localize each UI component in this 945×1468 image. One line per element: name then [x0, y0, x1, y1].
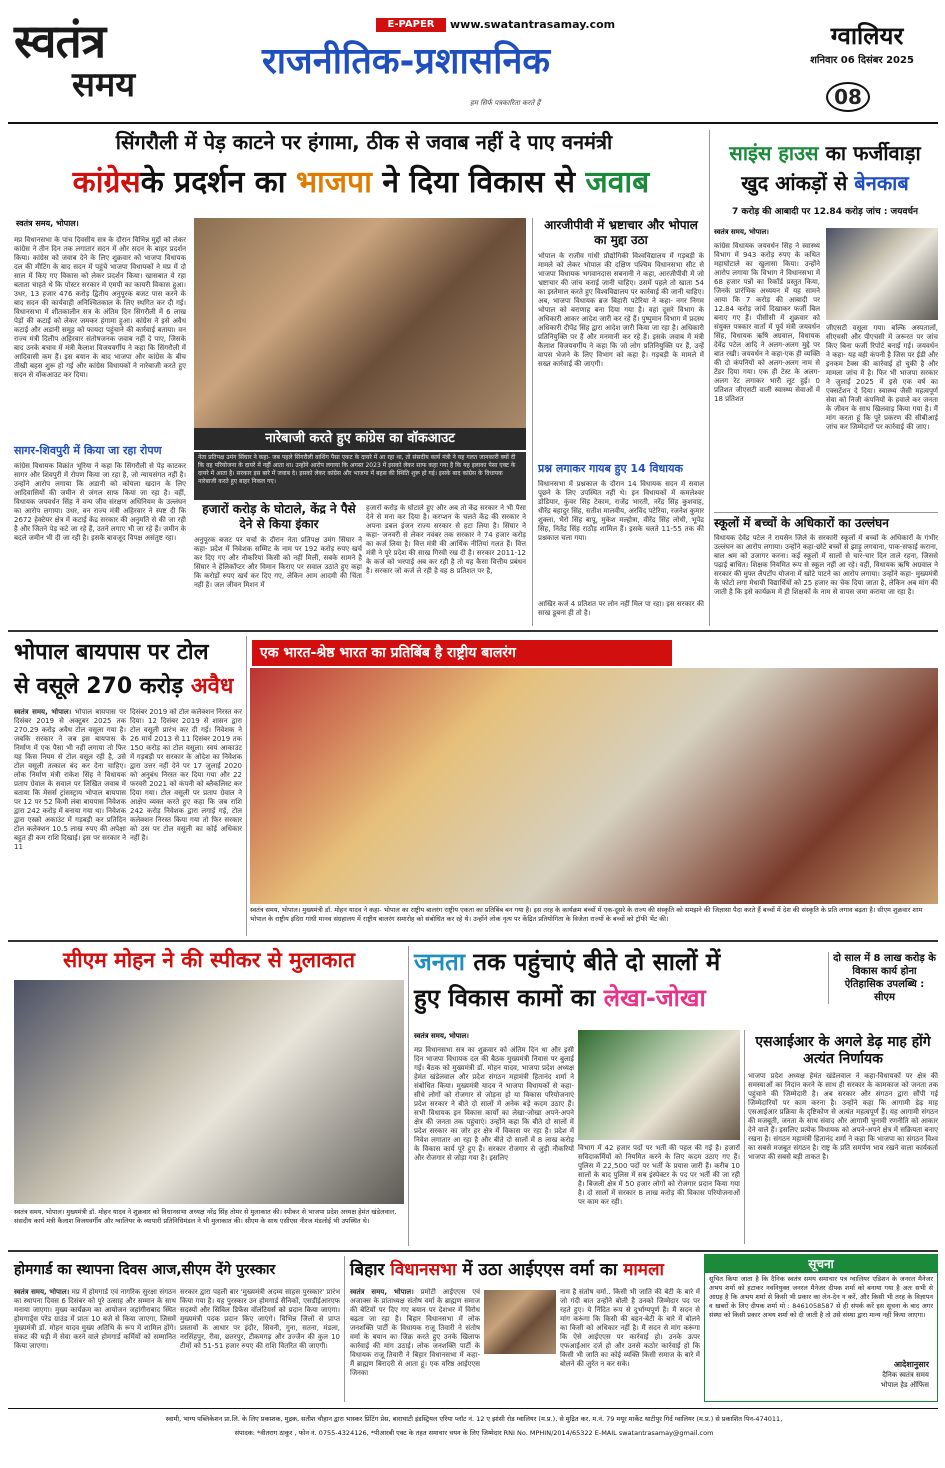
- column-divider: [744, 1030, 745, 1244]
- headline-word-janata: जनता: [414, 948, 466, 976]
- science-house-deck: 7 करोड़ की आबादी पर 12.84 करोड़ जांच : जयवर्धन: [732, 207, 918, 217]
- headline-segment: खुद आंकड़ों से: [741, 171, 848, 195]
- page-number: 08: [826, 82, 870, 112]
- rgpv-body-2: विधानसभा में प्रश्नकाल के दौरान 14 विधायक सदन में सवाल पूछने के लिए उपस्थित नहीं थे। इन विधायकों में कमलेश्वर डोडियार, कुंवर सिंह टेकाम, राजेंद्र भारती, नरेंद्र सिंह कुशवाह, धीरेंद्र बहादुर सिंह, सतीश मालवीय, अरविंद पटेरिया, रजनेश कुमार शुक्ला, भैरो सिंह बापू, मुकेश मल्होत्रा, वीरेंद्र सिंह लोधी, भूपेंद्र सिंह, नितेंद्र सिंह राठौड़ शामिल हैं। इसके चलते 11-55 तक की प्रश्नकाल चला गया।: [538, 480, 704, 542]
- headline-segment: [14, 670, 242, 704]
- schools-body: विधायक देवेंद्र पटेल ने रायसेन जिले के सरकारी स्कूलों में बच्चों के अधिकारों के गंभीर उल्लंघन का आरोप लगाया। उन्होंने कहा-छोटे बच्चों से झाड़ू लगवाना, पाक-सफाई कराना, बाल श्रम को उजागर करना। कई स्कूलों में सालों से चार-चार दिन ताले रहना, जिससे पढ़ाई बाधित। शिक्षक नियमित रूप से स्कूल नहीं आ रहे। वहीं, विधायक ऋषि अग्रवाल ने सरकार की मुफ्त लैपटॉप योजना में खोटे पाटने का आरोप लगाया। उन्होंने कहा- मुख्यमंत्री के फोटो लगा मेधावी विद्यार्थियों को 25 हजार का चेक दिया जाता है, लेकिन अब मांग की जाती है कि इसे कार्यक्रम में ही शिक्षकों के नाम से वापस जमा कराया जा रहा है।: [714, 534, 938, 596]
- headline-word-assembly: विधानसभा: [390, 1260, 457, 1280]
- column-divider: [709, 130, 710, 626]
- toll-body-col1: [14, 708, 126, 936]
- scam-body-col1: अनुपूरक बजट पर चर्चा के दौरान नेता प्रतिपक्ष उमंग सिंघार ने कहा- प्रदेश में निवेशक सम्मिट के नाम पर 192 करोड़ रुपए खर्च कर दिए गए और नौकरियां किसी को नहीं मिलीं, सबके सामने है सिंघार ने हेलिकॉप्टर और विमान किराए पर सवाल उठाते हुए कहा कि करोड़ों रुपए खर्च कर दिए गए, लेकिन आम आदमी की चिंता नहीं है। जल जीवन मिशन में: [194, 536, 362, 589]
- headline-segment: में उठा आईएएस वर्मा का: [462, 1260, 618, 1280]
- tagline: हम सिर्फ पत्रकारिता करते हैं: [470, 99, 541, 107]
- bihar-text: प्रमोटी आईएएस एवं अजाक्स के प्रांताध्यक्ष संतोष वर्मा के ब्राह्मण समाज की बेटियों पर दिए गए बयान पर देशभर में विरोध बढ़ता जा रहा है। बिहार विधानसभा में लोक जनशक्ति पार्टी के विधायक राजू तिवारी ने संतोष वर्मा के बयान का जिक्र करते हुए उनके खिलाफ कार्रवाई की मांग उठाई। लोक जनशक्ति पार्टी के विधायक राजू तिवारी ने बिहार विधानसभा में कहा- मैं ब्राह्मण बिरादरी से आता हूं। एक वरिष्ठ आईएएस जिनका: [350, 1288, 480, 1377]
- homeguard-headline: होमगार्ड का स्थापना दिवस आज,सीएम देंगे पुरस्कार: [14, 1262, 276, 1278]
- logo-line2: समय: [72, 65, 136, 105]
- headline-word-congress: कांग्रेस: [72, 165, 141, 200]
- cm-speaker-headline: सीएम मोहन ने की स्पीकर से मुलाकात: [63, 948, 355, 972]
- rgpv-headline: आरजीपीवी में भ्रष्टाचार और भोपाल का मुद्दा उठा: [544, 218, 698, 247]
- lead-kicker: सिंगरौली में पेड़ काटने पर हंगामा, ठीक से जवाब नहीं दे पाए वनमंत्री: [115, 130, 613, 154]
- rgpv-footer-text: आखिर कर्ज 4 प्रतिशत पर लोन नहीं मिल पा रहा। इस सरकार की साख डूबना ही तो है।: [538, 600, 704, 617]
- bihar-headline: [350, 1258, 700, 1282]
- scam-subhead: हजारों करोड़ के घोटाले, केंद्र ने पैसे देने से किया इंकार: [202, 502, 356, 531]
- column-divider: [532, 218, 533, 626]
- janata-body-col1: मप्र विधानसभा सत्र का शुक्रवार को अंतिम दिन था और इसी दिन भाजपा विधायक दल की बैठक मुख्यमंत्री निवास पर बुलाई गई। बैठक को मुख्यमंत्री डॉ. मोहन यादव, भाजपा प्रदेश अध्यक्ष हेमंत खंडेलवाल और प्रदेश संगठन महामंत्री हितानंद शर्मा ने संबोधित किया। मुख्यमंत्री यादव ने भाजपा विधायकों से कहा-सीधे लोगों को रोजगार से जोड़ना हो या विकास परियोजनाएं प्रदेश सरकार ने बीते दो सालों में अनेक बड़े कदम उठाए हैं। सभी विधायक इन विकास कार्यों का लेखा-जोखा अपने-अपने क्षेत्र की जनता तक पहुंचाएं। उन्होंने कहा कि बीते दो सालों में प्रदेश सरकार का जोर हर क्षेत्र में विकास पर रहा है। प्रदेश में निवेश लगातार आ रहा है और बीते दो सालों में 8 लाख करोड़ के विकास कार्य पूरे हुए हैं। सरकार रोजगार से जुड़ी नौकरियों और रोजगार से जोड़ा गया है। इसलिए: [414, 1046, 574, 1162]
- headline-word-issue: मामला: [623, 1260, 664, 1280]
- section-divider: [714, 512, 938, 513]
- section-divider: [8, 1250, 938, 1252]
- imprint-line-2: संपादक: *वीतराग ठाकुर , फोन नं. 0755-4324126, *पीआरबी एक्ट के तहत समाचार चयन के लिए जिम्मेदार RNI No. MPHIN/2014/65322 E-MAIL swatantrasamay@gmail.com: [234, 1429, 714, 1437]
- sir-body: भाजपा प्रदेश अध्यक्ष हेमंत खंडेलवाल ने कहा-विधायकों पर क्षेत्र की समस्याओं का निदान करने के साथ ही सरकार के कामकाज को जनता तक पहुंचाने की जिम्मेदारी है। अब सरकार और संगठन द्वारा सौंपी गई जिम्मेदारियों पर काम करना है। उन्होंने कहा कि आगामी डेढ़ माह एसआईआर प्रक्रिया के दृष्टिकोण से अत्यंत महत्वपूर्ण हैं। यह आगामी संगठन की मजबूती, जनता के साथ संवाद और आगामी चुनावी रणनीति को आकार देने वाले हैं। इसलिए प्रत्येक विधायक को अपने-अपने क्षेत्र में सक्रियता बनाए रखना है। संगठन महामंत्री हितानंद शर्मा ने कहा कि भाजपा का संगठन विश्व का सबसे मजबूत संगठन है। राष्ट्र के प्रति समर्पण भाव रखने वाला कार्यकर्ता भाजपा की सबसे बड़ी ताकत है।: [748, 1072, 938, 1161]
- notice-title: सूचना: [705, 1255, 937, 1273]
- notice-signoff-3: भोपाल हेड ऑफिस: [880, 1381, 929, 1389]
- lead-body-2: कांग्रेस विधायक विक्रांत भूरिया ने कहा कि सिंगरौली से पेड़ काटकर सागर और शिवपुरी में रोपण किया जा रहा है, जो न्यायसंगत नहीं है। उन्होंने आरोप लगाया कि अडानी को कोयला खदान के लिए आदिवासियों की जमीन से जंगल साफ किया जा रहा है। वहीं, विधायक जयवर्धन सिंह ने वन्य जीव संरक्षण अधिनियम के उल्लंघन का आरोप लगाया। उधर, वन राज्य मंत्री अहिरवार ने स्पष्ट दी कि 2672 हेक्टेयर क्षेत्र में कटाई केंद्र सरकार की अनुमति से की जा रही है और जितने पेड़ कटे जा रहे हैं, उतने लगाए भी जा रहे हैं। जमीन के बदले जमीन भी दी जा रही है। इसके बावजूद विपक्ष असंतुष्ट रहा।: [14, 462, 186, 542]
- janata-headline: [414, 944, 814, 1016]
- photo-caption-text: नेता प्रतिपक्ष उमंग सिंघार ने कहा- जब पहले सिंगरौली वाशिंग पैसा एकट के दायरे में आ रहा था, तो संसदीय कार्य मंत्री ने यह गलत जानकारी क्यों दी कि वह परियोजना के दायरे में नहीं आता था। उन्होंने आरोप लगाया कि अगस्त 2023 में इसको लेकर साफ कहा गया है कि यह इलाका पेसा एक्ट के दायरे में आता है। सरकार इस बारे में जवाब दे। इसको लेकर कांग्रेस और भाजपा में बहस की स्थिति शुरू हो गई। इसके बाद कांग्रेस के विधायक नारेबाजी करते हुए बाहर निकल गए।: [194, 452, 526, 500]
- balrang-caption: स्वतंत्र समय, भोपाल। मुख्यमंत्री डॉ. मोहन यादव ने कहा- भोपाल का राष्ट्रीय बालरंग राष्ट्रीय एकता का प्रतिबिंब बन गया है। इस तरह के कार्यक्रम बच्चों में एक-दूसरे के राज्य की संस्कृति को समझने की जिज्ञासा पैदा करते हैं बच्चों में देश की संस्कृति के प्रति लगाव बढ़ता है। सीएम शुक्रवार शाम भोपाल के राष्ट्रीय इंदिरा गांधी मानव संग्रहालय में राष्ट्रीय बालरंग समारोह को संबोधित कर रहे थे। उन्होंने लोक नृत्य पर केंद्रित प्रतियोगिता के विजेता राज्यों के बच्चों को ट्रॉफी भेंट की।: [250, 906, 923, 923]
- headline-segment: तक पहुंचाएं बीते दो सालों में: [473, 948, 721, 976]
- notice-signoff-2: दैनिक स्वतंत्र समय: [882, 1371, 929, 1379]
- homeguard-body-col2: सरकार द्वारा पहली बार 'मुख्यमंत्री अदम्य साहस पुरस्कार' प्रारंभ किया गया है। यह पुरस्कार उन होमगार्ड सैनिकों, एसडीईआरएफ सदस्यों और सिविल डिफेंस वॉलंटियर्स को प्रदान किया जाएगा। मुख्यमंत्री पदक प्रदान किए जाएंगे। विभिन्न जिलों से प्राप्त प्रस्तावों के आधार पर इंदौर, सिवनी, गुना, सतना, मंडला, नरसिंहपुर, रीवा, छतरपुर, टीकमगढ़ और उज्जैन की कुल 10 टीमों को 51-51 हजार रुपए की राशि वितरित की जाएगी।: [180, 1288, 340, 1350]
- janata-side-quote: दो साल में 8 लाख करोड़ के विकास कार्य होना ऐतिहासिक उपलब्धि : सीएम: [828, 952, 936, 1004]
- janata-body-col2: विभाग में 42 हजार पदों पर भर्ती की पहल की गई है। हजारों सविदाकर्मियों को नियमित करने के लिए कदम उठाए गए हैं। पुलिस में 22,500 पदों पर भर्ती के प्रयास जारी हैं। करीब 10 सालों के बाद पुलिस में सब इंस्पेक्टर के पद पर भर्ती की जा रही है। बिजली क्षेत्र में 50 हजार लोगों को रोजगार प्रदान किया गया है। दो सालों में सरकार 8 लाख करोड़ की विकास परियोजनाओं पर काम कर रही।: [578, 1144, 740, 1206]
- balrang-photo: [250, 668, 938, 904]
- toll-text: भोपाल बायपास पर दिसंबर 2019 से अक्टूबर 2025 तक 270.29 करोड़ अवैध टोल वसूला गया है। जबकि सरकार ने जब इस बायपास के निर्माण में एक पैसा भी नहीं लगाया तो फिर यह किस नियम से टोल वसूल रही है, उसे टोल वसूली तत्काल बंद कर देना चाहिए। लोक निर्माण मंत्री राकेश सिंह ने विधायक प्रताप ग्रेवाल के सवाल पर लिखित जवाब में बताया कि मेसर्स ट्रांसस्ट्राय भोपाल बायपास पर 12 पर 52 किमी लंबा बायपास निवेशक द्वारा 242 करोड़ में बनाया गया था। निवेशक द्वारा एस्क्रो अकाउंट में गड़बड़ी कर प्रतिदिन टोल कलेक्शन 10.5 लाख रुपए की अपेक्षा बहुत ही कम राशि दिखाई। इस पर सरकार ने 11: [14, 708, 126, 851]
- headline-segment: से वसूले 270 करोड़: [14, 674, 184, 699]
- photo-caption-title: नारेबाजी करते हुए कांग्रेस का वॉकआउट: [194, 428, 526, 450]
- balrang-headline: एक भारत-श्रेष्ठ भारत का प्रतिबिंब है राष्ट्रीय बालरंग: [252, 640, 672, 666]
- science-house-headline: [714, 138, 936, 198]
- science-house-byline: स्वतंत्र समय, भोपाल।: [714, 228, 769, 236]
- bihar-mla-photo: [484, 1290, 556, 1354]
- headline-segment: का फर्जीवाड़ा: [825, 141, 921, 165]
- science-house-body-right: जीएसटी वसूला गया। बल्कि अस्पतालों, सीएचसी और पीएचसी में जरूरत पर जांच किए बिना फर्जी रिपोर्ट बनाई गई। जयवर्धन ने कहा- यह वही कंपनी है जिस पर ईडी और इनकम टैक्स की कार्रवाई हो चुकी है और मामला जांच में है। फिर भी भाजपा सरकार ने जुलाई 2025 में इसे एक वर्ष का एक्सटेंशन दे दिया। स्वास्थ्य जैसी महत्वपूर्ण सेवा को निजी कंपनियों के हवाले कर जनता के जीवन के साथ खिलवाड़ किया गया है। मैं मांग करता हूं कि पूरे प्रकरण की सीबीआई जांच कर जिम्मेदारों पर कार्रवाई की जाए।: [826, 324, 938, 431]
- headline-word-bjp: भाजपा: [295, 165, 372, 200]
- bihar-body-col1: [350, 1288, 480, 1400]
- column-divider: [344, 1256, 345, 1402]
- lead-subhead: सागर-शिवपुरी में किया जा रहा रोपण: [14, 444, 162, 457]
- website-link[interactable]: www.swatantrasamay.com: [450, 18, 616, 31]
- notice-box: [704, 1254, 938, 1402]
- lead-body: मप्र विधानसभा के पांच दिवसीय सत्र के दौरान विभिन्न मुद्दों को लेकर कांग्रेस ने तीन दिन तक लगातार सदन में और सदन के बाहर प्रदर्शन किया। कांग्रेस को जवाब देने के लिए शुक्रवार को भाजपा विधायक दल की मीटिंग के बाद सदन में पहुंचे भाजपा विधायकों ने मप्र में दो साल में किए गए विकास को लेकर प्रदर्शन किया। खासबात ये रहा बताता चाहते थे कि पोस्टर सरकार में एमपी का कायरी विकास हुआ। उधर, 13 हजार 476 करोड़ द्वितीय अनुपूरक बजट पास करने के बाद सदन की कार्यवाही अनिश्चितकाल के लिए स्थगित कर दी गई। विधानसभा में शीतकालीन सत्र के अंतिम दिन सिंगरौली में 6 लाख पेड़ों की कटाई को लेकर जमकर हंगामा हुआ। कांग्रेस ने इसे अवैध कटाई और अडानी समूह को फायदा पहुंचाने की कार्रवाई बताया। वन राज्य मंत्री दिलीप अहिरवार संतोषजनक जवाब नहीं दे पाए, जिसके बाद उनके बचाव में मंत्री कैलाश विजयवर्गीय ने कहा कि सिंगरौली में आदिवासी कम हैं। इस बयान के बाद भाजपा और कांग्रेस के बीच तीखी बहस शुरू हो गई और कांग्रेस विधायकों ने नारेबाजी करते हुए सदन से वॉकआउट कर दिया।: [14, 236, 186, 379]
- sir-headline: एसआईआर के अगले डेढ़ माह होंगे अत्यंत निर्णायक: [755, 1034, 931, 1067]
- science-house-body: कांग्रेस विधायक जयवर्धन सिंह ने स्वास्थ्य विभाग में 943 करोड़ रुपए के कथित महाघोटाले का खुलासा किया। उन्होंने आरोप लगाया कि विभाग ने विधानसभा में 68 हजार पन्नों का रिकॉर्ड प्रस्तुत किया, जिनके प्रारंभिक अध्ययन में यह सामने आया कि 7 करोड़ की आबादी पर 12.84 करोड़ जांचें दिखाकर फर्जी बिल बनाए गए हैं। पीसीसी में शुक्रवार को संयुक्त पत्रकार वार्ता में पूर्व मंत्री जयवर्धन सिंह, विधायक ऋषि अग्रवाल, विधायक देवेंद्र पटेल आदि ने अलग-अलग मुद्दे पर बात रखी। जयवर्धन ने कहा-एक ही व्यक्ति की दो कंपनियों को अलग-अलग नाम से टेंडर दिया गया। एक ही टेस्ट के अलग-अलग रेट लगाकर भारी लूट हुई। 0 प्रतिशत जीएसटी वाली स्वास्थ्य सेवाओं में 18 प्रतिशत: [714, 242, 820, 403]
- lead-byline: स्वतंत्र समय, भोपाल।: [16, 219, 79, 228]
- toll-byline: स्वतंत्र समय, भोपाल।: [14, 708, 72, 716]
- headline-segment: भोपाल बायपास पर टोल: [14, 640, 209, 665]
- edition-date: शनिवार 06 दिसंबर 2025: [810, 55, 914, 66]
- headline-word-science-house: साइंस हाउस: [729, 141, 819, 165]
- schools-headline: स्कूलों में बच्चों के अधिकारों का उल्लंघन: [714, 516, 889, 530]
- imprint-line-1: स्वामी, भाग्य पब्लिकेशन प्रा.लि. के लिए प्रकाशक, मुद्रक, सतीश चौहान द्वारा भास्कर प्रिंटिंग प्रेस, बाराघाटी इंडस्ट्रियल एरिया प्लॉट नं. 12 ए झांसी रोड ग्वालियर (म.प्र.), से मुद्रित कर, म.नं. 79 मयूर मार्केट थाटीपुर गिर्द ग्वालियर (म.प्र.) से प्रकाशित पिन-474011,: [165, 1415, 783, 1423]
- press-conference-photo: [826, 228, 938, 320]
- janata-photo: [578, 1030, 740, 1140]
- protest-photo: [194, 218, 526, 428]
- homeguard-text: मप्र में होमगार्ड एवं नागरिक सुरक्षा संगठन का स्थापना दिवस 6 दिसंबर को पूरे उत्साह और सम्मान के साथ मनाया जाएगा। मुख्य कार्यक्रम का आयोजन जहांगीराबाद स्थित होमगार्ड्स परेड ग्राउंड में प्रातः 10 बजे से किया जाएगा, जिसमें मुख्यमंत्री डॉ. मोहन यादव मुख्य अतिथि के रूप में शामिल होंगे। संकट की घड़ी में सेवा करने वाले होमगार्ड कर्मियों को सम्मानित किया जाएगा।: [14, 1288, 176, 1350]
- notice-body: सूचित किया जाता है कि दैनिक स्वतंत्र समय समाचार पत्र ग्वालियर एडिशन के जनरल मैनेजर अभय शर्मा को हटाकर नवनियुक्त जनरल मैनेजर दीपक शर्मा को बनाया गया है अतः सभी से आग्रह है कि अभय शर्मा से किसी भी प्रकार का लेन-देन न करें, और किसी भी तरह के विज्ञापन व खबरों के लिए दीपक शर्मा मो : 8461058587 से ही संपर्क करें इस सूचना के बाद अगर संस्था को किसी प्रकार अभय शर्मा को दी जाती है तो उसे संस्था द्वारा मान्य नहीं किया जाएगा।: [709, 1275, 933, 1319]
- rgpv-body: भोपाल के राजीव गांधी प्रौद्योगिकी विश्वविद्यालय में गड़बड़ी के मामले को लेकर भोपाल की दक्षिण पश्चिम विधानसभा सीट से भाजपा विधायक भगवानदास सबनानी ने कहा, आरजीपीवी में जो भ्रष्टाचार की जांच कराई जानी चाहिए। उसमें पहले तो खाता 54 का इस्तेमाल करते हुए विश्वविद्यालय पर कार्रवाई की जानी चाहिए। अब, भाजपा विधायक ब्रज बिहारी पटेरिया ने कहा- नगर निगम भोपाल को बराणाह बना दिया गया है। वहां दूसरे विभाग के अधिकारी आकर आदेश जारी कर रहे हैं। पुष्पुमान विभाग में प्रदस्थ अधिकारी दीपेंद्र सिंह द्वारा आदेश जारी किया जा रहा है। अधिकारी प्रतिनियुक्ति पर हैं और मनमानी कर रहे हैं। इसके जवाब में मंत्री कैलाश विजयवर्गीय ने कहा कि जो लोग प्रतिनियुक्ति पर हैं, उन्हें वापस भेजने के लिए विभाग को कहा है। गड़बड़ी के मामले में सख्त कार्रवाई की जाएगी।: [538, 252, 704, 368]
- city-name: ग्वालियर: [830, 22, 904, 50]
- toll-headline: [14, 636, 242, 704]
- section-divider: [8, 940, 938, 942]
- headline-word-exposed: बेनकाब: [854, 171, 909, 195]
- headline-word-illegal: अवैध: [190, 674, 234, 699]
- homeguard-body-col1: [14, 1288, 176, 1400]
- headline-word-answer: जवाब: [585, 165, 650, 200]
- column-divider: [408, 946, 409, 1246]
- homeguard-byline: स्वतंत्र समय, भोपाल।: [14, 1288, 70, 1296]
- footer-divider: [8, 1408, 938, 1409]
- toll-body-col2: दिसंबर 2019 को टोल कलेक्शन निरस्त कर दिया। 12 दिसंबर 2019 से शासन द्वारा टोल वसूली प्रारंभ कर दी गई। निवेशक ने 26 मार्च 2013 से 11 दिसंबर 2019 तक 150 करोड़ का टोल वसूला। स्वयं आकाउंट में गड़बड़ी पर सरकार के ओदेश का निवेशक द्वारा उत्तर नहीं देने पर 17 जुलाई 2020 को अनुबंध निरस्त कर दिया गया और 22 फरवरी 2021 को कंपनी को ब्लैकलिस्ट कर दिया गया। टोल वसूली पर प्रताप ग्रेवाल ने आक्षेप व्यक्त करते हुए कहा कि जब राशि 242 करोड़ निवेशक द्वारा लगाई गई, टोल कलेक्शन निरस्त किया गया तो फिर सरकार को उस पर टोल वसूली का कोई अधिकार नहीं है।: [130, 708, 242, 842]
- logo: [14, 16, 214, 112]
- notice-signoff-1: आदेशानुसार: [893, 1360, 929, 1369]
- masthead: [0, 0, 945, 122]
- headline-word-accounts: लेखा-जोखा: [603, 984, 706, 1012]
- headline-word-bihar: बिहार: [350, 1260, 385, 1280]
- logo-line1: स्वतंत्र: [14, 14, 106, 68]
- section-title: राजनीतिक-प्रशासनिक: [262, 41, 551, 82]
- headline-line: [414, 944, 814, 980]
- cm-speaker-photo: [14, 980, 404, 1204]
- lead-headline: [16, 160, 706, 206]
- masthead-divider: [8, 122, 938, 124]
- headline-line: [414, 980, 814, 1016]
- janata-byline: स्वतंत्र समय, भोपाल।: [414, 1032, 469, 1040]
- headline-segment: के प्रदर्शन का: [140, 165, 286, 200]
- column-divider: [246, 636, 247, 936]
- cm-speaker-caption: स्वतंत्र समय, भोपाल। मुख्यमंत्री डॉ. मोहन यादव ने शुक्रवार को विधानसभा अध्यक्ष नरेंद्र सिंह तोमर से मुलाकात की। स्पीकर से भाजपा प्रदेश अध्यक्ष हेमंत खंडेलवाल, संसदीय कार्य मंत्री कैलाश विजयवर्गीय और ग्वालियर के व्यापारी प्रतिनिधिमंडल ने भी मुलाकात की। सीएम के साथ एसीएस नीरज मंडलोई भी उपस्थित थे।: [14, 1208, 397, 1225]
- rgpv-subhead: प्रश्न लगाकर गायब हुए 14 विधायक: [538, 462, 683, 475]
- bihar-body-col2: नाम है संतोष वर्मा.. किसी भी जाति की बेटी के बारे में जो गंदी बात उन्होंने बोली है उनको जिम्मेदार पद पर रहते हुए। ये निंदित रूप से दुर्भाग्यपूर्ण है। मैं सदन से मांग करूंगा कि किसी की बहन-बेटी के बारे में बोलने का किसी को अधिकार नहीं है। मैं सदन से मांग करूंगा कि ऐसे आईएएस पर कार्रवाई हो। उनके ऊपर एफआईआर दर्ज हो और उनसे कठोर कार्रवाई हो कि किसी भी जाति का कोई व्यक्ति किसी समाज के बारे में बोलने की जुर्रत न कर सके।: [560, 1288, 700, 1368]
- headline-segment: ने दिया विकास से: [382, 165, 576, 200]
- scam-body-col2: हजारों करोड़ के घोटाले हुए और अब तो केंद्र सरकार ने भी पैसा देने से मना कर दिया है। करप्शन के चलते केंद्र की सरकार ने अपना डबल इंजन राज्य सरकार से हटा लिया है। सिंघार ने कहा- जनवरी से लेकर नवंबर तक सरकार ने 74 हजार करोड़ का कर्ज लिया है। वित्त मंत्री की आर्थिक नीतियां गलत हैं। वित्त मंत्री ने पूरे प्रदेश की साख गिरवी रख दी है। सरकार 2011-12 के कर्ज को भरपाई अब कर रही है तो यह कैसा वित्तीय प्रबंधन है। सरकार जो कर्ज ले रही है वह 8 प्रतिशत पर है,: [366, 504, 526, 575]
- bihar-byline: स्वतंत्र समय, भोपाल।: [350, 1288, 414, 1296]
- section-divider: [8, 630, 938, 632]
- epaper-badge: E-PAPER: [376, 18, 446, 32]
- headline-segment: हुए विकास कामों का: [414, 984, 596, 1012]
